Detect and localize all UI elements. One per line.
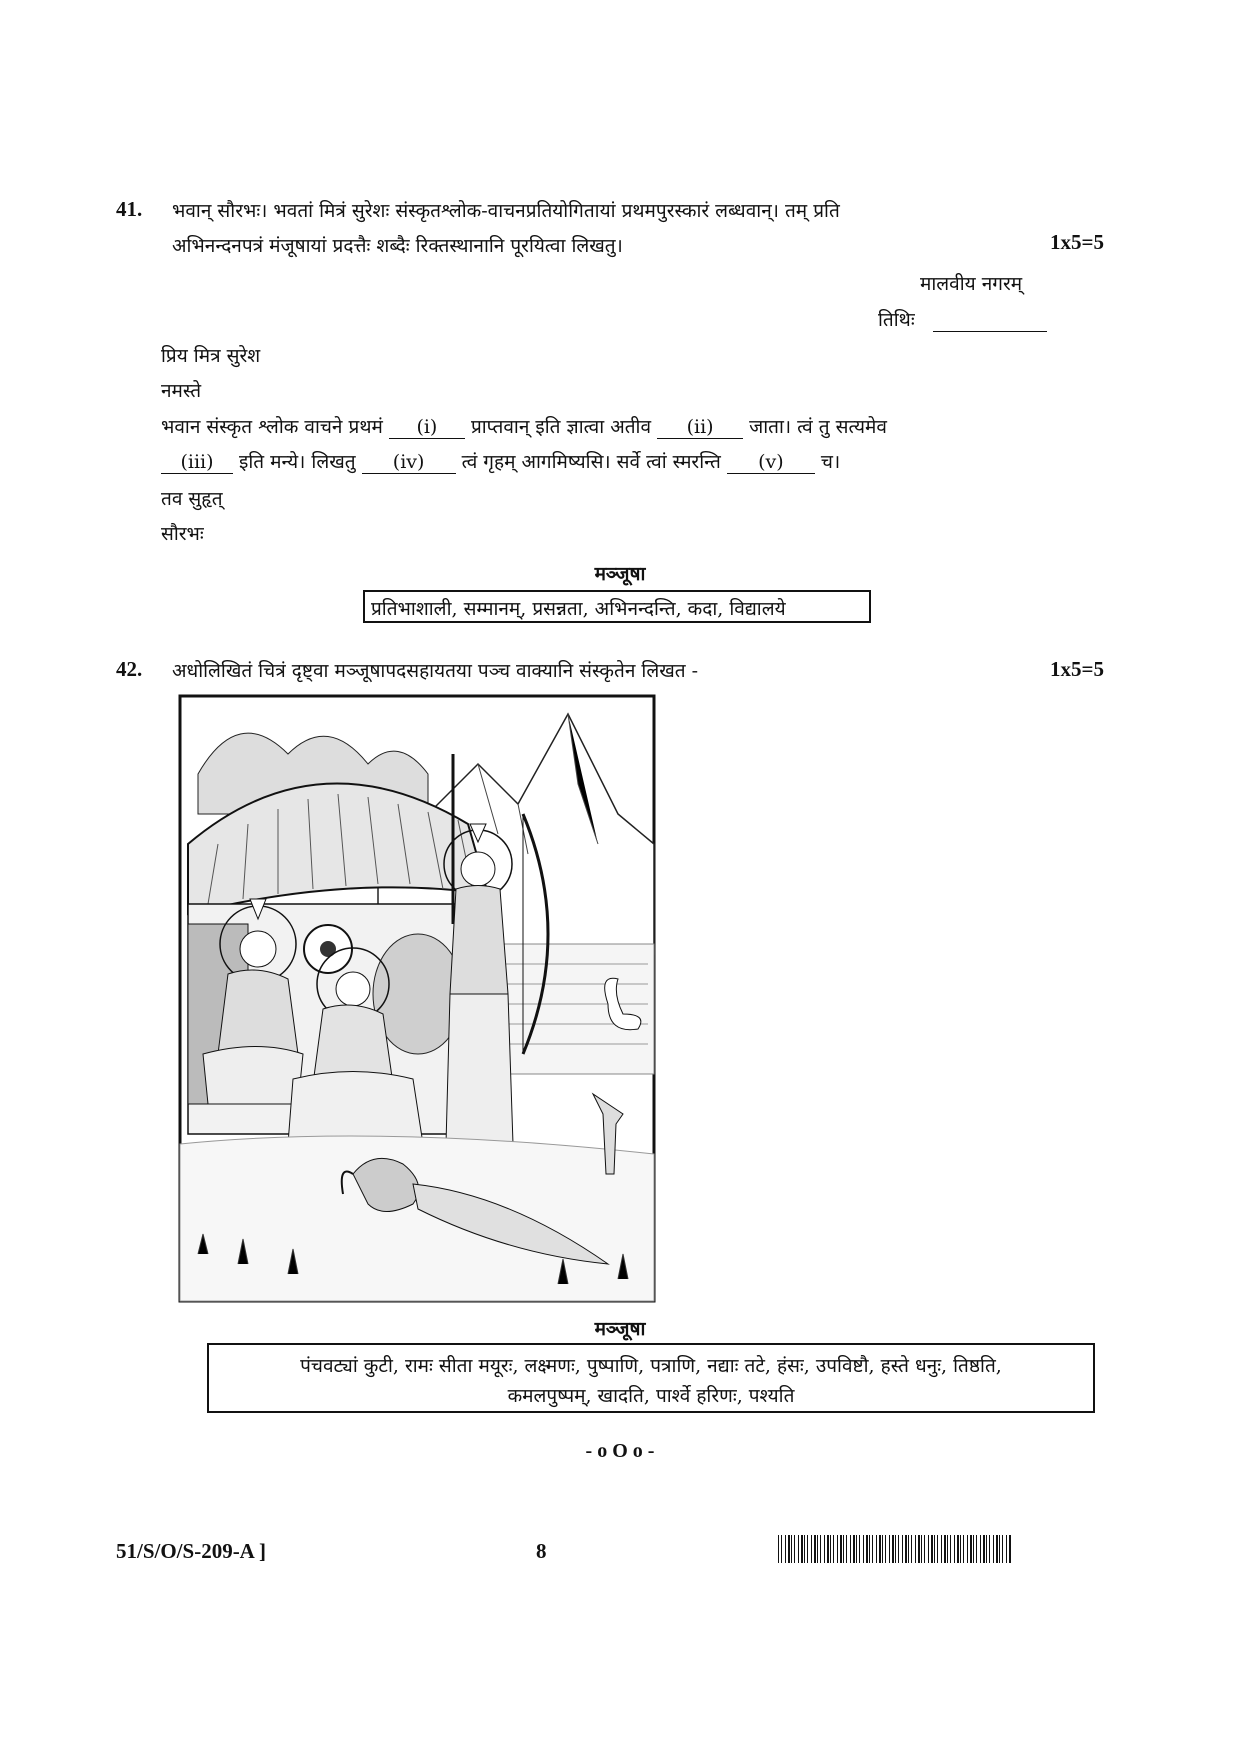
barcode-bar bbox=[931, 1535, 933, 1563]
barcode-graphic bbox=[778, 1535, 1012, 1563]
barcode-bar bbox=[840, 1535, 842, 1563]
barcode-bar bbox=[999, 1535, 1000, 1563]
blank-i: (i) bbox=[389, 416, 465, 439]
barcode-bar bbox=[889, 1535, 890, 1563]
barcode bbox=[778, 1535, 1012, 1563]
blank-iii: (iii) bbox=[161, 451, 233, 474]
barcode-bar bbox=[781, 1535, 782, 1563]
barcode-bar bbox=[807, 1535, 808, 1563]
barcode-bar bbox=[963, 1535, 964, 1563]
illustration-drawing bbox=[178, 694, 656, 1303]
barcode-bar bbox=[902, 1535, 903, 1563]
barcode-bar bbox=[859, 1535, 860, 1563]
barcode-bar bbox=[976, 1535, 977, 1563]
question-42-number: 42. bbox=[116, 657, 143, 681]
barcode-bar bbox=[794, 1535, 795, 1563]
barcode-bar bbox=[872, 1535, 873, 1563]
barcode-bar bbox=[856, 1535, 857, 1563]
barcode-bar bbox=[993, 1535, 994, 1563]
barcode-bar bbox=[905, 1535, 907, 1563]
barcode-bar bbox=[898, 1535, 899, 1563]
barcode-bar bbox=[934, 1535, 935, 1563]
barcode-bar bbox=[824, 1535, 825, 1563]
barcode-bar bbox=[960, 1535, 961, 1563]
barcode-bar bbox=[778, 1535, 779, 1563]
manjusha-42-line1: पंचवट्यां कुटी, रामः सीता मयूरः, लक्ष्मणः, पुष्पाणि, पत्राणि, नद्याः तटे, हंसः, उपविष्टौ, हस्ते धनुः, तिष्ठति, bbox=[300, 1355, 1002, 1377]
barcode-bar bbox=[924, 1535, 925, 1563]
letter-salutation: प्रिय मित्र सुरेश bbox=[161, 345, 261, 367]
barcode-bar bbox=[804, 1535, 805, 1563]
barcode-bar bbox=[1009, 1535, 1011, 1563]
barcode-bar bbox=[853, 1535, 855, 1563]
paper-code: 51/S/O/S-209-A ] bbox=[116, 1539, 266, 1563]
barcode-bar bbox=[820, 1535, 821, 1563]
body-segment: इति मन्ये। लिखतु bbox=[239, 451, 356, 473]
barcode-bar bbox=[941, 1535, 942, 1563]
question-42-marks: 1x5=5 bbox=[1050, 657, 1104, 681]
barcode-bar bbox=[915, 1535, 916, 1563]
barcode-bar bbox=[950, 1535, 951, 1563]
question-41-number: 41. bbox=[116, 197, 143, 221]
manjusha-42-title: मञ्जूषा bbox=[594, 1318, 646, 1340]
barcode-bar bbox=[911, 1535, 912, 1563]
letter-greeting: नमस्ते bbox=[161, 380, 202, 402]
question-41-text-line2: अभिनन्दनपत्रं मंजूषायां प्रदत्तैः शब्दैः रिक्तस्थानानि पूरयित्वा लिखतु। bbox=[172, 235, 623, 257]
letter-date bbox=[878, 306, 1047, 332]
body-segment: प्राप्तवान् इति ज्ञात्वा अतीव bbox=[470, 416, 652, 438]
body-segment: च। bbox=[820, 451, 841, 473]
blank-iv: (iv) bbox=[362, 451, 456, 474]
barcode-bar bbox=[885, 1535, 886, 1563]
barcode-bar bbox=[937, 1535, 938, 1563]
barcode-bar bbox=[801, 1535, 803, 1563]
barcode-bar bbox=[921, 1535, 922, 1563]
barcode-bar bbox=[830, 1535, 831, 1563]
barcode-bar bbox=[876, 1535, 877, 1563]
barcode-bar bbox=[814, 1535, 816, 1563]
barcode-bar bbox=[989, 1535, 990, 1563]
barcode-bar bbox=[791, 1535, 792, 1563]
blank-ii: (ii) bbox=[657, 416, 743, 439]
barcode-bar bbox=[928, 1535, 929, 1563]
barcode-bar bbox=[843, 1535, 844, 1563]
barcode-bar bbox=[879, 1535, 881, 1563]
barcode-bar bbox=[954, 1535, 955, 1563]
barcode-bar bbox=[863, 1535, 864, 1563]
barcode-bar bbox=[918, 1535, 920, 1563]
manjusha-42-box bbox=[207, 1343, 1095, 1413]
body-segment: भवान संस्कृत श्लोक वाचने प्रथमं bbox=[161, 416, 383, 438]
letter-address: मालवीय नगरम् bbox=[920, 273, 1023, 295]
letter-signature: सौरभः bbox=[161, 523, 204, 545]
end-of-paper-mark: - o O o - bbox=[585, 1440, 655, 1462]
letter-body-line1 bbox=[161, 413, 887, 439]
question-41-text-line1: भवान् सौरभः। भवतां मित्रं सुरेशः संस्कृतश्लोक-वाचनप्रतियोगितायां प्रथमपुरस्कारं लब्धवान्। तम् प्रति bbox=[172, 200, 840, 222]
barcode-bar bbox=[895, 1535, 896, 1563]
barcode-bar bbox=[869, 1535, 870, 1563]
panchavati-illustration bbox=[178, 694, 656, 1303]
barcode-bar bbox=[817, 1535, 818, 1563]
barcode-bar bbox=[827, 1535, 829, 1563]
barcode-bar bbox=[1002, 1535, 1003, 1563]
barcode-bar bbox=[892, 1535, 894, 1563]
barcode-bar bbox=[970, 1535, 972, 1563]
barcode-bar bbox=[833, 1535, 834, 1563]
barcode-bar bbox=[957, 1535, 959, 1563]
barcode-bar bbox=[811, 1535, 812, 1563]
barcode-bar bbox=[785, 1535, 786, 1563]
barcode-bar bbox=[980, 1535, 981, 1563]
barcode-bar bbox=[967, 1535, 968, 1563]
barcode-bar bbox=[908, 1535, 909, 1563]
manjusha-41-title: मञ्जूषा bbox=[594, 563, 646, 585]
body-segment: त्वं गृहम् आगमिष्यसि। सर्वे त्वां स्मरन्ति bbox=[461, 451, 721, 473]
manjusha-41-box: प्रतिभाशाली, सम्मानम्, प्रसन्नता, अभिनन्दन्ति, कदा, विद्यालये bbox=[363, 590, 871, 623]
barcode-bar bbox=[850, 1535, 851, 1563]
page-number: 8 bbox=[536, 1539, 547, 1563]
barcode-bar bbox=[837, 1535, 838, 1563]
barcode-bar bbox=[947, 1535, 948, 1563]
date-label: तिथिः bbox=[878, 309, 915, 331]
question-42-instruction: अधोलिखितं चित्रं दृष्ट्वा मञ्जूषापदसहायतया पञ्च वाक्यानि संस्कृतेन लिखत - bbox=[172, 660, 699, 682]
barcode-bar bbox=[798, 1535, 799, 1563]
barcode-bar bbox=[846, 1535, 847, 1563]
barcode-bar bbox=[973, 1535, 974, 1563]
barcode-bar bbox=[1006, 1535, 1007, 1563]
barcode-bar bbox=[944, 1535, 946, 1563]
barcode-bar bbox=[996, 1535, 998, 1563]
barcode-bar bbox=[983, 1535, 985, 1563]
barcode-bar bbox=[788, 1535, 790, 1563]
barcode-bar bbox=[986, 1535, 987, 1563]
barcode-bar bbox=[866, 1535, 868, 1563]
letter-body-line2 bbox=[161, 448, 840, 474]
date-blank bbox=[933, 313, 1047, 332]
body-segment: जाता। त्वं तु सत्यमेव bbox=[749, 416, 887, 438]
barcode-bar bbox=[882, 1535, 883, 1563]
letter-closing: तव सुहृत् bbox=[161, 488, 223, 510]
manjusha-42-line2: कमलपुष्पम्, खादति, पार्श्वे हरिणः, पश्यति bbox=[507, 1385, 795, 1407]
question-41-marks: 1x5=5 bbox=[1050, 230, 1104, 254]
blank-v: (v) bbox=[727, 451, 815, 474]
